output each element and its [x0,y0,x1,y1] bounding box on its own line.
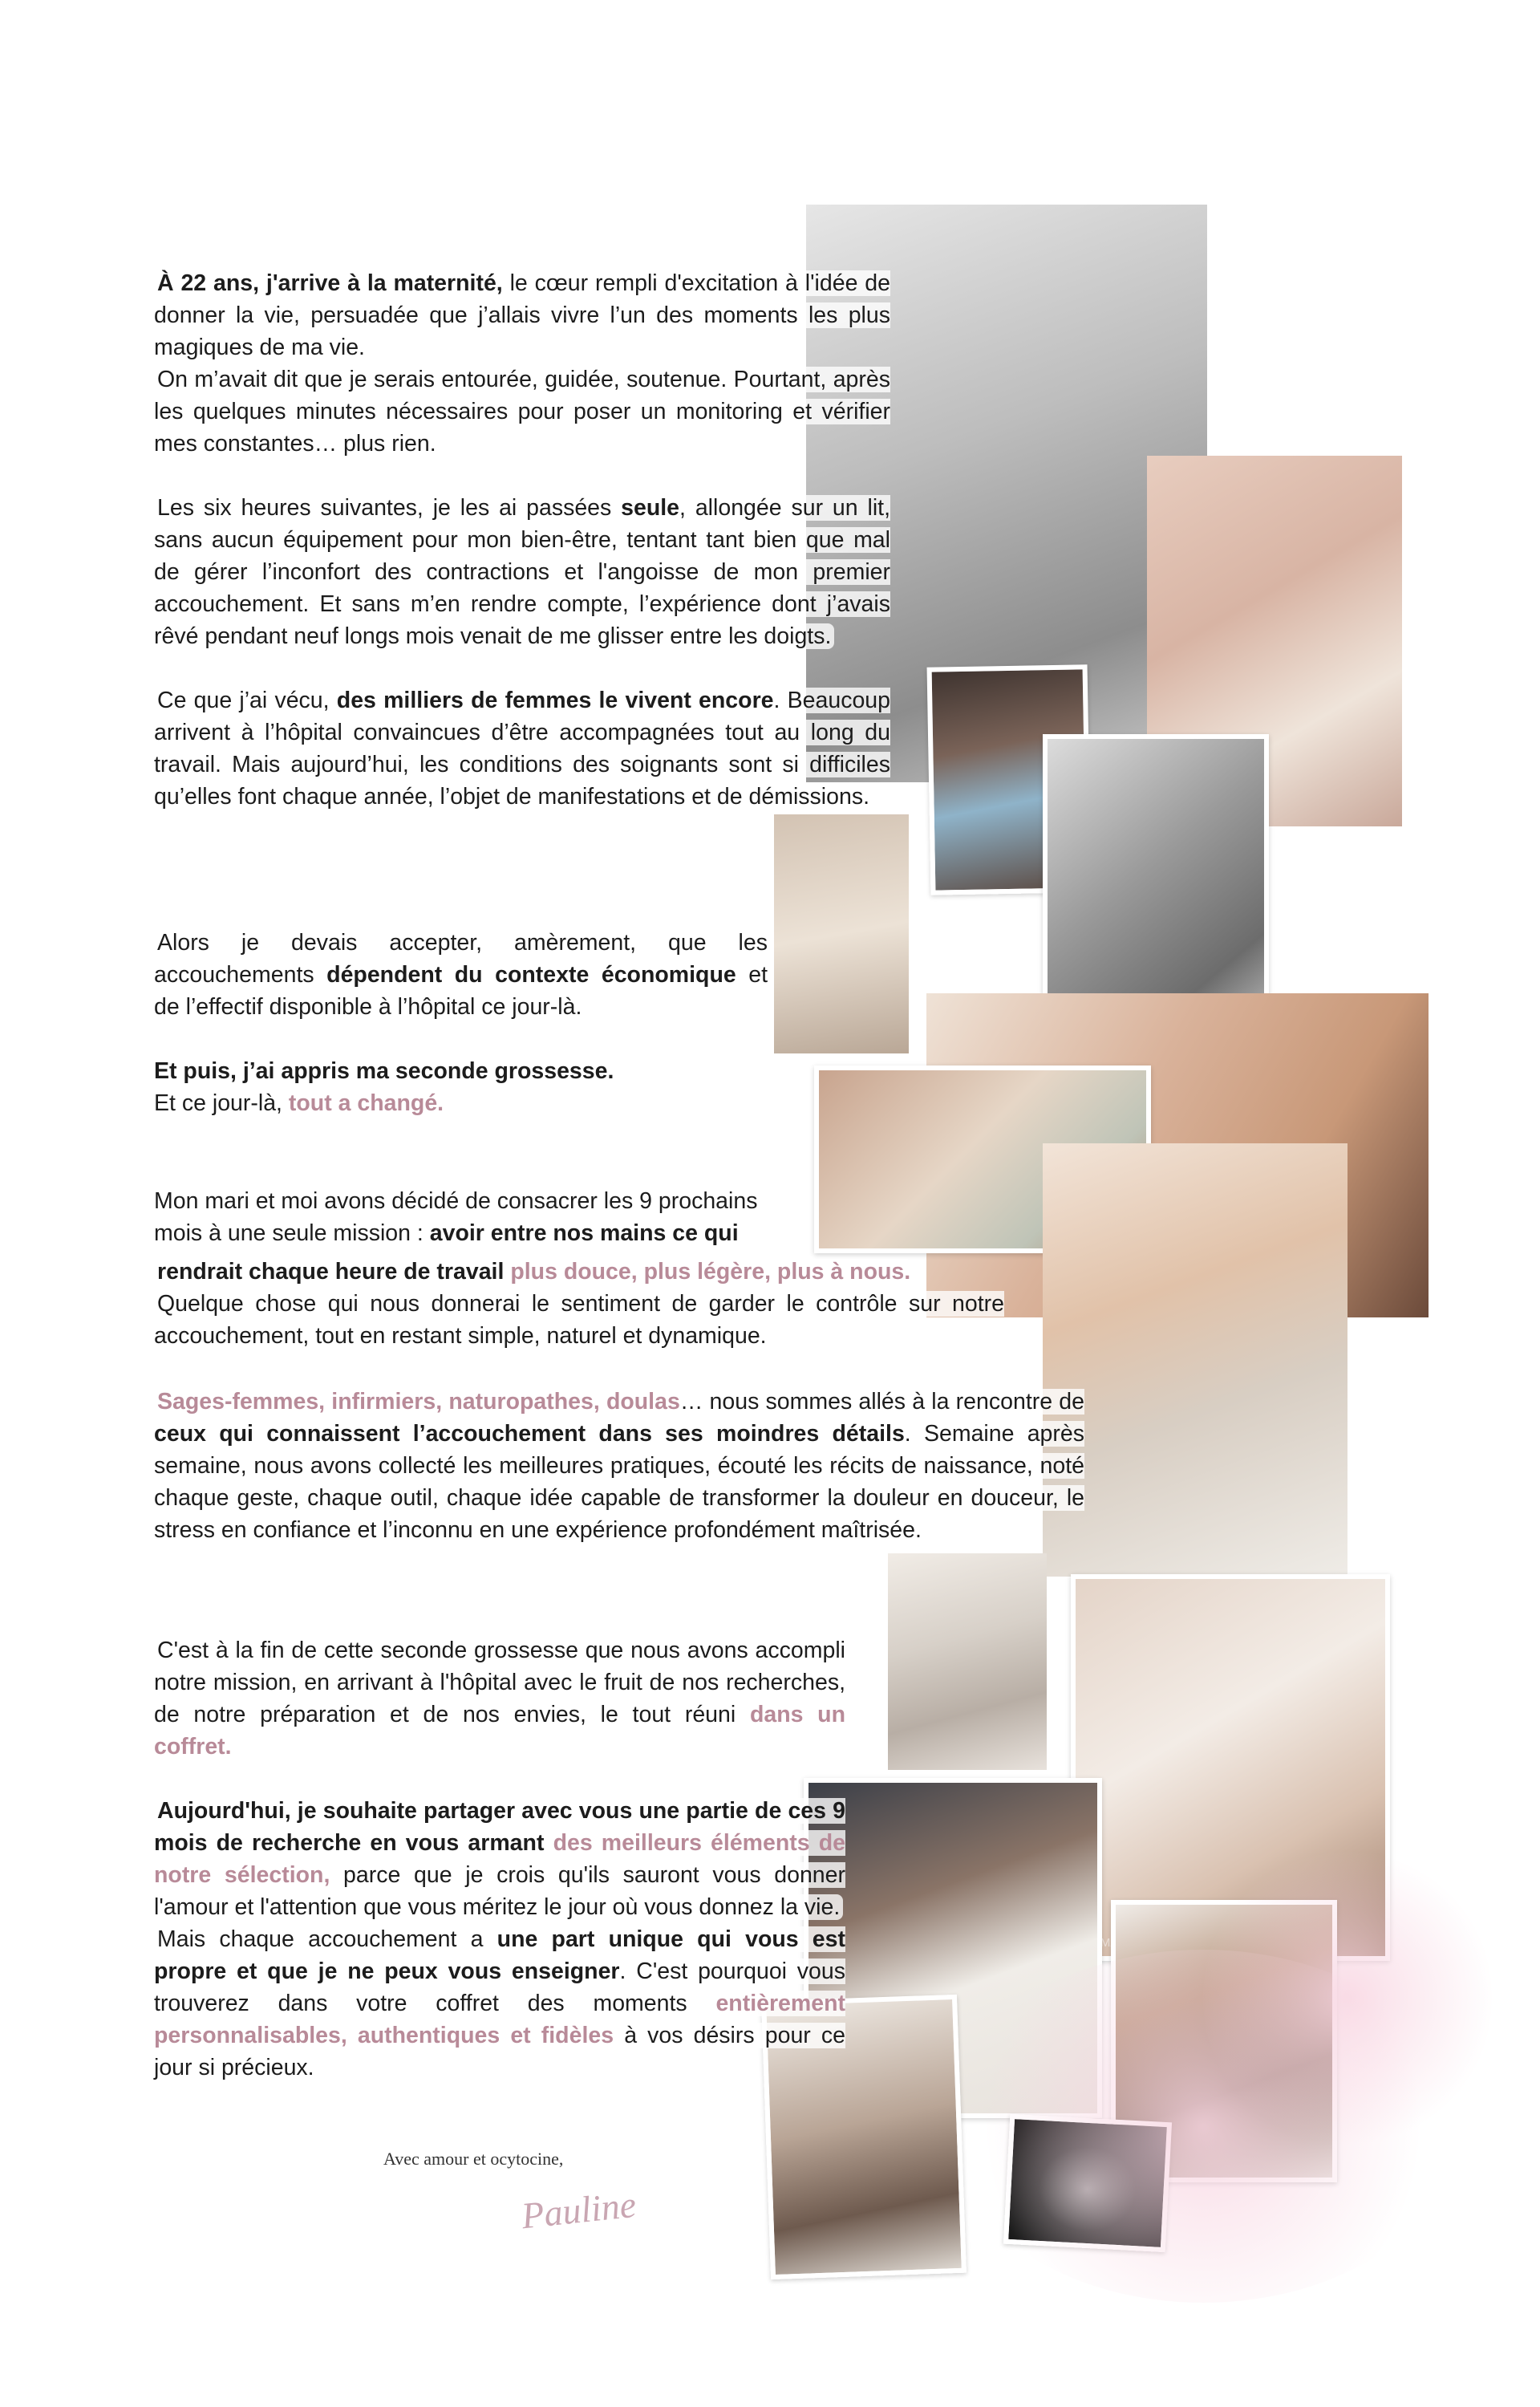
text-span: Mais chaque accouchement a [157,1926,497,1952]
text-span: et de l’effectif disponible à l’hôpital ce jour-là. [154,962,768,1020]
paragraph-arrival [154,267,890,363]
photo-baby-in-arms [774,814,909,1053]
accent-phrase: entièrement personnalisables, authentiques et fidèles [154,1991,845,2048]
text-span: . Beaucoup arrivent à l’hôpital convaincues d’être accompagnées tout au long du travail. Mais aujourd’hui, les conditions des soignants sont si difficiles qu’elles font chaque année, l’objet de manifestations et de démissions. [154,688,891,810]
photo-labor-bw [1043,734,1269,1033]
paragraph-everything-changed [154,1087,768,1119]
text-span: . C'est pourquoi vous trouverez dans votre coffret des moments [154,1958,845,2016]
bold-phrase: seule [621,495,680,521]
text-block-context [154,927,768,1119]
text-span: Mon mari et moi avons décidé de consacrer les 9 prochains mois à une seule mission : [154,1188,758,1246]
bold-phrase: des milliers de femmes le vivent encore [336,688,774,713]
paragraph-mission-start [154,1185,808,1249]
text-span: . Semaine après semaine, nous avons collecté les meilleures pratiques, écouté les récits de naissance, noté chaque geste, chaque outil, chaque idée capable de transformer la douleur en douceur, le stress en confiance et l’inconnu en une expérience profondément maîtrisée. [154,1421,1084,1543]
paragraph-thousands [154,684,890,813]
text-span: parce que je crois qu'ils sauront vous donner l'amour et l'attention que vous méritez le jour où vous donnez la vie. [154,1862,845,1920]
signature-pauline: Pauline [519,2183,638,2237]
text-span: Quelque chose qui nous donnerai le sentiment de garder le contrôle sur notre accouchement, tout en restant simple, naturel et dynamique. [154,1291,1004,1349]
text-block-coffret [154,1634,845,2084]
text-span: C'est à la fin de cette seconde grossesse que nous avons accompli notre mission, en arrivant à l'hôpital avec le fruit de nos recherches, de notre préparation et de nos envies, le tout réuni [154,1638,845,1727]
text-span: … nous sommes allés à la rencontre de [679,1389,1084,1415]
text-span: , allongée sur un lit, sans aucun équipement pour mon bien-être, tentant tant bien que mal de gérer l’inconfort des contractions et l'angoisse de mon premier accouchement. Et sans m’en rendre compte, l’expérience dont j’avais rêvé pendant neuf longs mois venait de me glisser entre les doigts. [154,495,890,649]
text-block-experts [154,1386,1084,1546]
paragraph-expectations [154,363,890,460]
bold-phrase: rendrait chaque heure de travail [157,1259,505,1285]
paragraph-mission-end [154,1256,1004,1288]
accent-phrase: des meilleurs éléments de notre sélection, [154,1830,845,1888]
text-block-mission-2 [154,1256,1004,1352]
text-block-intro [154,267,890,813]
paragraph-sharing [154,1795,845,1923]
signoff-text: Avec amour et ocytocine, [383,2149,564,2169]
paragraph-accept [154,927,768,1023]
text-span: Alors je devais accepter, amèrement, que les accouchements [154,930,768,988]
text-span: Et ce jour-là, [154,1090,289,1116]
pink-cloud-decoration [1203,1845,1492,2150]
paragraph-six-hours [154,492,890,652]
bold-phrase: Aujourd'hui, je souhaite partager avec vous une partie de ces 9 mois de recherche en vous armant [154,1798,845,1856]
bold-phrase: dépendent du contexte économique [326,962,736,988]
accent-phrase: Sages-femmes, infirmiers, naturopathes, doulas [157,1389,680,1415]
photo-skin-to-skin [1043,1143,1348,1577]
text-span: On m’avait dit que je serais entourée, guidée, soutenue. Pourtant, après les quelques minutes nécessaires pour poser un monitoring et vérifier mes constantes… plus rien. [154,367,890,457]
text-span: Ce que j’ai vécu, [157,688,337,713]
paragraph-coffret [154,1634,845,1763]
paragraph-unique [154,1923,845,2084]
accent-phrase: tout a changé. [288,1090,444,1116]
bold-phrase: une part unique qui vous est propre et que je ne peux vous enseigner [154,1926,846,1984]
bold-phrase: Et puis, j’ai appris ma seconde grossesse. [154,1058,614,1084]
paragraph-experts [154,1386,1084,1546]
bold-phrase: À 22 ans, j'arrive à la maternité, [157,270,503,296]
bold-phrase: avoir entre nos mains ce qui [429,1220,739,1246]
paragraph-control [154,1288,1004,1352]
text-block-mission [154,1185,805,1249]
text-span: le cœur rempli d'excitation à l'idée de donner la vie, persuadée que j’allais vivre l’un des moments les plus magiques de ma vie. [154,270,890,360]
accent-phrase: plus douce, plus légère, plus à nous. [510,1259,911,1285]
bold-phrase: ceux qui connaissent l’accouchement dans ses moindres détails [154,1421,905,1447]
photo-packing-boxes [888,1553,1047,1770]
paragraph-second-pregnancy [154,1055,768,1087]
accent-phrase: dans un coffret. [154,1702,846,1760]
text-span: à vos désirs pour ce jour si précieux. [154,2023,845,2080]
text-span: Les six heures suivantes, je les ai passées [157,495,622,521]
